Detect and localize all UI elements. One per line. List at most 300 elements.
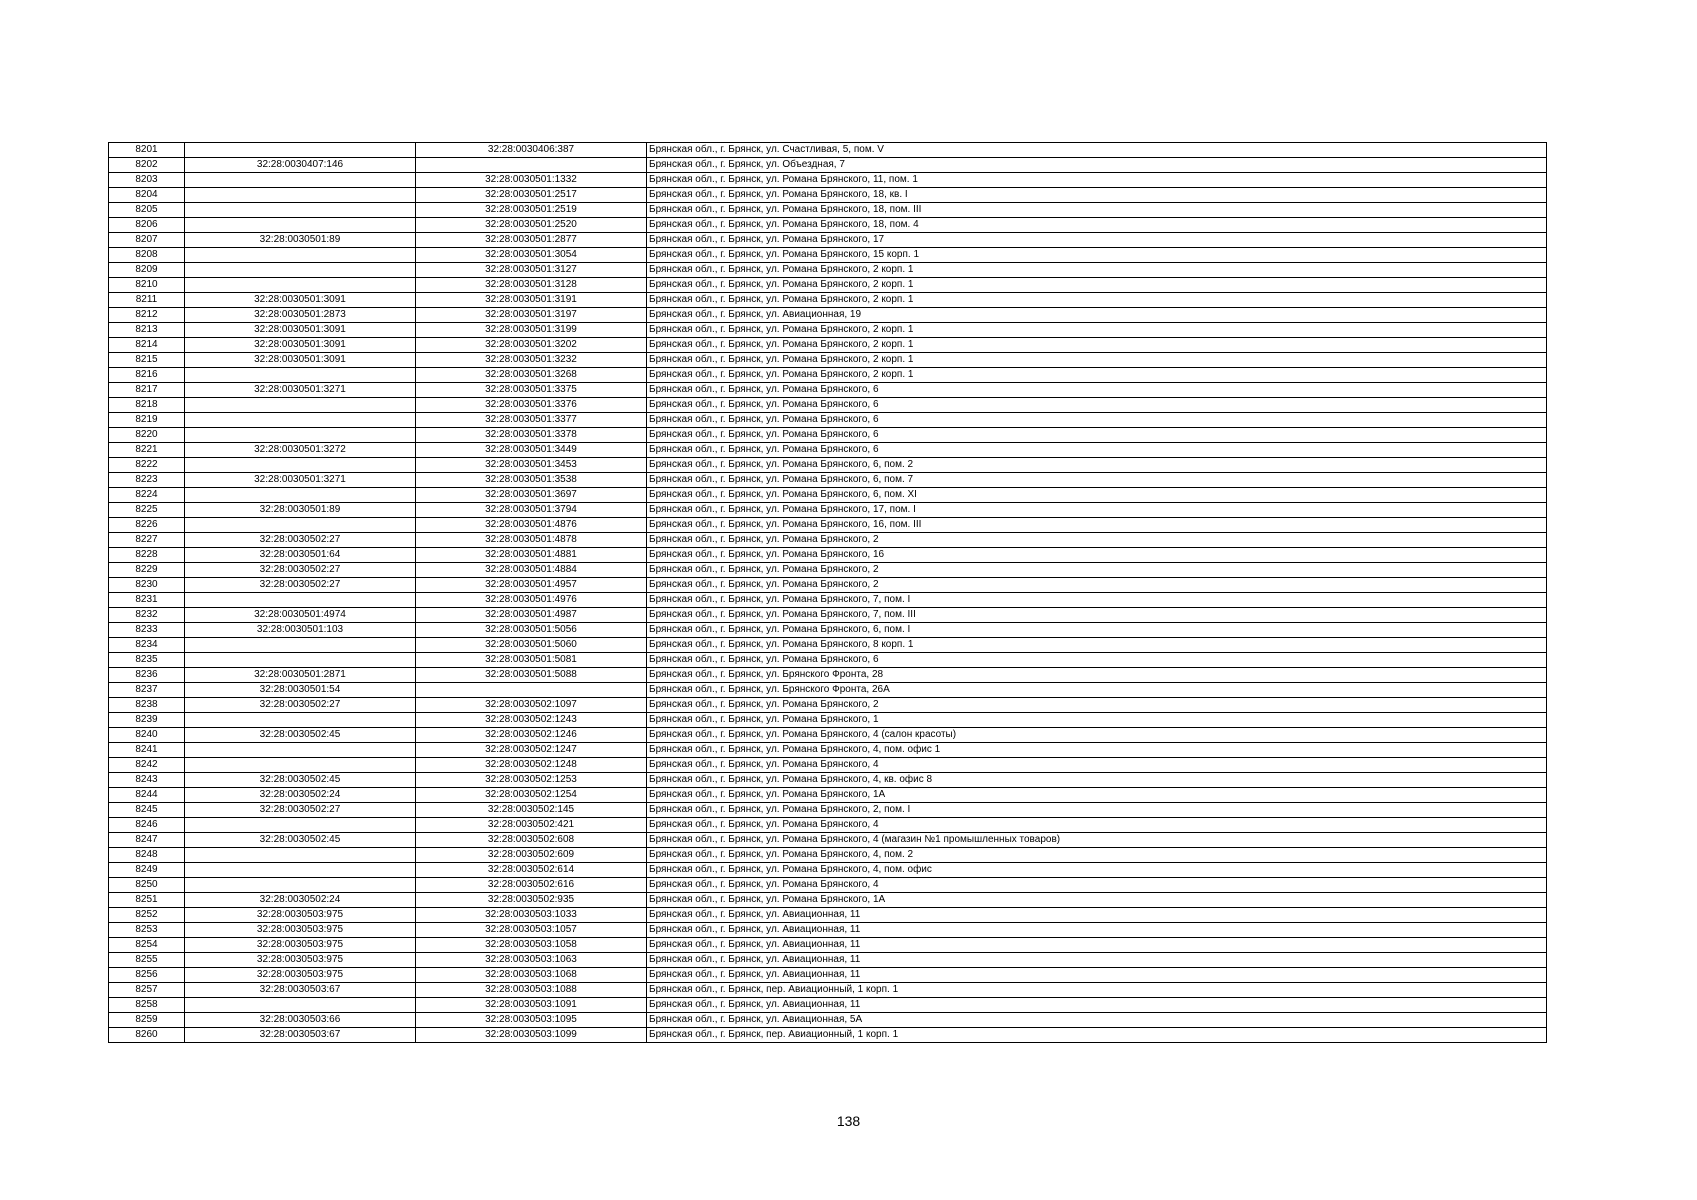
object-number-cell: 32:28:0030503:1058 [416,938,647,953]
row-number-cell: 8236 [109,668,185,683]
address-cell: Брянская обл., г. Брянск, ул. Романа Брянского, 6 [647,653,1547,668]
parcel-number-cell [185,428,416,443]
address-cell: Брянская обл., г. Брянск, ул. Романа Брянского, 17 [647,233,1547,248]
object-number-cell: 32:28:0030501:4976 [416,593,647,608]
object-number-cell: 32:28:0030501:3199 [416,323,647,338]
row-number-cell: 8218 [109,398,185,413]
object-number-cell: 32:28:0030503:1033 [416,908,647,923]
address-cell: Брянская обл., г. Брянск, ул. Романа Брянского, 2 корп. 1 [647,278,1547,293]
object-number-cell [416,683,647,698]
row-number-cell: 8254 [109,938,185,953]
row-number-cell: 8234 [109,638,185,653]
parcel-number-cell [185,998,416,1013]
address-cell: Брянская обл., г. Брянск, ул. Романа Брянского, 2 корп. 1 [647,353,1547,368]
address-cell: Брянская обл., г. Брянск, ул. Романа Брянского, 6, пом. XI [647,488,1547,503]
address-cell: Брянская обл., г. Брянск, ул. Романа Брянского, 7, пом. I [647,593,1547,608]
row-number-cell: 8250 [109,878,185,893]
address-cell: Брянская обл., г. Брянск, ул. Романа Брянского, 6 [647,413,1547,428]
object-number-cell: 32:28:0030501:3268 [416,368,647,383]
table-row [109,593,1547,608]
parcel-number-cell: 32:28:0030501:3271 [185,473,416,488]
parcel-number-cell: 32:28:0030501:54 [185,683,416,698]
table-row [109,998,1547,1013]
row-number-cell: 8239 [109,713,185,728]
object-number-cell: 32:28:0030501:3449 [416,443,647,458]
object-number-cell: 32:28:0030501:2517 [416,188,647,203]
row-number-cell: 8225 [109,503,185,518]
object-number-cell: 32:28:0030501:4876 [416,518,647,533]
object-number-cell: 32:28:0030501:3127 [416,263,647,278]
row-number-cell: 8233 [109,623,185,638]
object-number-cell: 32:28:0030503:1057 [416,923,647,938]
table-row [109,833,1547,848]
table-row [109,923,1547,938]
row-number-cell: 8204 [109,188,185,203]
table-row [109,503,1547,518]
row-number-cell: 8245 [109,803,185,818]
address-cell: Брянская обл., г. Брянск, ул. Романа Брянского, 2 корп. 1 [647,323,1547,338]
object-number-cell: 32:28:0030502:614 [416,863,647,878]
table-row [109,458,1547,473]
parcel-number-cell: 32:28:0030501:3091 [185,323,416,338]
parcel-number-cell [185,143,416,158]
address-cell: Брянская обл., г. Брянск, ул. Романа Брянского, 18, пом. 4 [647,218,1547,233]
parcel-number-cell: 32:28:0030503:975 [185,938,416,953]
table-row [109,668,1547,683]
parcel-number-cell [185,263,416,278]
table-row [109,968,1547,983]
address-cell: Брянская обл., г. Брянск, ул. Романа Брянского, 4 (магазин №1 промышленных товаров) [647,833,1547,848]
table-row [109,188,1547,203]
table-row [109,473,1547,488]
table-row [109,353,1547,368]
parcel-number-cell: 32:28:0030407:146 [185,158,416,173]
parcel-number-cell [185,713,416,728]
address-cell: Брянская обл., г. Брянск, ул. Авиационная, 11 [647,968,1547,983]
object-number-cell: 32:28:0030502:1097 [416,698,647,713]
row-number-cell: 8221 [109,443,185,458]
address-cell: Брянская обл., г. Брянск, ул. Романа Брянского, 4, пом. 2 [647,848,1547,863]
row-number-cell: 8238 [109,698,185,713]
parcel-number-cell: 32:28:0030501:64 [185,548,416,563]
table-row [109,623,1547,638]
address-cell: Брянская обл., г. Брянск, ул. Романа Брянского, 18, пом. III [647,203,1547,218]
address-cell: Брянская обл., г. Брянск, ул. Авиационная, 11 [647,938,1547,953]
address-cell: Брянская обл., г. Брянск, ул. Авиационная, 11 [647,923,1547,938]
row-number-cell: 8253 [109,923,185,938]
row-number-cell: 8242 [109,758,185,773]
parcel-number-cell: 32:28:0030502:27 [185,533,416,548]
parcel-number-cell [185,593,416,608]
parcel-number-cell: 32:28:0030503:975 [185,908,416,923]
table-row [109,368,1547,383]
row-number-cell: 8223 [109,473,185,488]
object-number-cell: 32:28:0030501:5060 [416,638,647,653]
parcel-number-cell [185,653,416,668]
table-row [109,818,1547,833]
table-row [109,293,1547,308]
address-cell: Брянская обл., г. Брянск, ул. Романа Брянского, 2 корп. 1 [647,338,1547,353]
table-row [109,263,1547,278]
table-row [109,443,1547,458]
table-row [109,953,1547,968]
address-cell: Брянская обл., г. Брянск, ул. Романа Брянского, 2 корп. 1 [647,263,1547,278]
table-row [109,683,1547,698]
table-row [109,803,1547,818]
row-number-cell: 8229 [109,563,185,578]
parcel-number-cell: 32:28:0030501:2873 [185,308,416,323]
address-cell: Брянская обл., г. Брянск, ул. Объездная, 7 [647,158,1547,173]
row-number-cell: 8226 [109,518,185,533]
object-number-cell: 32:28:0030501:3378 [416,428,647,443]
table-row [109,1028,1547,1043]
table-row [109,428,1547,443]
object-number-cell: 32:28:0030501:3191 [416,293,647,308]
parcel-number-cell: 32:28:0030503:975 [185,953,416,968]
table-row [109,848,1547,863]
address-cell: Брянская обл., г. Брянск, ул. Романа Брянского, 2 корп. 1 [647,293,1547,308]
row-number-cell: 8203 [109,173,185,188]
address-cell: Брянская обл., г. Брянск, ул. Романа Брянского, 2, пом. I [647,803,1547,818]
address-cell: Брянская обл., г. Брянск, ул. Счастливая, 5, пом. V [647,143,1547,158]
address-cell: Брянская обл., г. Брянск, ул. Брянского Фронта, 28 [647,668,1547,683]
table-row [109,908,1547,923]
parcel-number-cell: 32:28:0030503:975 [185,968,416,983]
table-row [109,548,1547,563]
parcel-number-cell: 32:28:0030502:45 [185,833,416,848]
object-number-cell: 32:28:0030503:1088 [416,983,647,998]
row-number-cell: 8211 [109,293,185,308]
row-number-cell: 8219 [109,413,185,428]
object-number-cell: 32:28:0030501:4957 [416,578,647,593]
row-number-cell: 8240 [109,728,185,743]
table-row [109,743,1547,758]
row-number-cell: 8222 [109,458,185,473]
address-cell: Брянская обл., г. Брянск, ул. Романа Брянского, 2 корп. 1 [647,368,1547,383]
address-cell: Брянская обл., г. Брянск, ул. Романа Брянского, 2 [647,563,1547,578]
parcel-number-cell: 32:28:0030501:89 [185,233,416,248]
parcel-number-cell [185,248,416,263]
address-cell: Брянская обл., г. Брянск, ул. Романа Брянского, 6, пом. 2 [647,458,1547,473]
parcel-number-cell [185,173,416,188]
parcel-number-cell: 32:28:0030501:3271 [185,383,416,398]
parcel-number-cell [185,458,416,473]
address-cell: Брянская обл., г. Брянск, ул. Романа Брянского, 1А [647,788,1547,803]
row-number-cell: 8210 [109,278,185,293]
object-number-cell: 32:28:0030501:3697 [416,488,647,503]
table-row [109,233,1547,248]
address-cell: Брянская обл., г. Брянск, ул. Романа Брянского, 18, кв. I [647,188,1547,203]
table-row [109,248,1547,263]
object-number-cell: 32:28:0030503:1095 [416,1013,647,1028]
object-number-cell: 32:28:0030502:616 [416,878,647,893]
table-row [109,173,1547,188]
address-cell: Брянская обл., г. Брянск, ул. Романа Брянского, 4 [647,878,1547,893]
object-number-cell: 32:28:0030502:421 [416,818,647,833]
parcel-number-cell: 32:28:0030503:67 [185,983,416,998]
table-row [109,773,1547,788]
parcel-number-cell [185,863,416,878]
parcel-number-cell [185,638,416,653]
row-number-cell: 8228 [109,548,185,563]
row-number-cell: 8215 [109,353,185,368]
object-number-cell: 32:28:0030501:5088 [416,668,647,683]
row-number-cell: 8259 [109,1013,185,1028]
parcel-number-cell [185,368,416,383]
row-number-cell: 8260 [109,1028,185,1043]
table-row [109,788,1547,803]
row-number-cell: 8251 [109,893,185,908]
address-cell: Брянская обл., г. Брянск, ул. Романа Брянского, 1 [647,713,1547,728]
parcel-number-cell: 32:28:0030501:4974 [185,608,416,623]
parcel-number-cell: 32:28:0030501:103 [185,623,416,638]
parcel-number-cell: 32:28:0030502:27 [185,803,416,818]
address-cell: Брянская обл., г. Брянск, ул. Романа Брянского, 15 корп. 1 [647,248,1547,263]
row-number-cell: 8235 [109,653,185,668]
address-cell: Брянская обл., г. Брянск, ул. Романа Брянского, 6 [647,443,1547,458]
row-number-cell: 8205 [109,203,185,218]
parcel-number-cell: 32:28:0030501:89 [185,503,416,518]
object-number-cell: 32:28:0030501:2520 [416,218,647,233]
table-row [109,203,1547,218]
address-cell: Брянская обл., г. Брянск, ул. Авиационная, 11 [647,953,1547,968]
parcel-number-cell [185,218,416,233]
table-row [109,398,1547,413]
object-number-cell: 32:28:0030406:387 [416,143,647,158]
row-number-cell: 8202 [109,158,185,173]
row-number-cell: 8208 [109,248,185,263]
parcel-number-cell: 32:28:0030501:3091 [185,338,416,353]
address-cell: Брянская обл., г. Брянск, пер. Авиационный, 1 корп. 1 [647,983,1547,998]
parcel-number-cell: 32:28:0030502:24 [185,788,416,803]
object-number-cell: 32:28:0030503:1091 [416,998,647,1013]
table-row [109,578,1547,593]
parcel-number-cell [185,188,416,203]
parcel-number-cell: 32:28:0030503:975 [185,923,416,938]
address-cell: Брянская обл., г. Брянск, ул. Романа Брянского, 4, пом. офис [647,863,1547,878]
object-number-cell: 32:28:0030501:3453 [416,458,647,473]
parcel-number-cell: 32:28:0030501:3091 [185,293,416,308]
table-row [109,533,1547,548]
parcel-number-cell: 32:28:0030502:27 [185,578,416,593]
row-number-cell: 8243 [109,773,185,788]
row-number-cell: 8247 [109,833,185,848]
parcel-number-cell [185,878,416,893]
object-number-cell: 32:28:0030501:3202 [416,338,647,353]
parcel-number-cell [185,398,416,413]
row-number-cell: 8246 [109,818,185,833]
address-cell: Брянская обл., г. Брянск, ул. Романа Брянского, 2 [647,533,1547,548]
row-number-cell: 8232 [109,608,185,623]
address-cell: Брянская обл., г. Брянск, ул. Романа Брянского, 8 корп. 1 [647,638,1547,653]
object-number-cell: 32:28:0030501:3538 [416,473,647,488]
object-number-cell: 32:28:0030501:5081 [416,653,647,668]
parcel-number-cell: 32:28:0030501:3091 [185,353,416,368]
row-number-cell: 8244 [109,788,185,803]
address-cell: Брянская обл., г. Брянск, ул. Романа Брянского, 4, пом. офис 1 [647,743,1547,758]
table-row [109,863,1547,878]
table-row [109,338,1547,353]
object-number-cell: 32:28:0030501:4884 [416,563,647,578]
parcel-number-cell: 32:28:0030502:45 [185,773,416,788]
object-number-cell: 32:28:0030502:1254 [416,788,647,803]
object-number-cell: 32:28:0030501:4987 [416,608,647,623]
parcel-number-cell: 32:28:0030501:2871 [185,668,416,683]
table-row [109,218,1547,233]
row-number-cell: 8241 [109,743,185,758]
parcel-number-cell: 32:28:0030502:45 [185,728,416,743]
object-number-cell: 32:28:0030503:1068 [416,968,647,983]
table-row [109,608,1547,623]
table-row [109,728,1547,743]
address-cell: Брянская обл., г. Брянск, ул. Романа Брянского, 17, пом. I [647,503,1547,518]
object-number-cell: 32:28:0030501:3376 [416,398,647,413]
row-number-cell: 8206 [109,218,185,233]
table-row [109,653,1547,668]
address-cell: Брянская обл., г. Брянск, ул. Романа Брянского, 6 [647,383,1547,398]
parcel-number-cell [185,818,416,833]
table-row [109,878,1547,893]
parcel-number-cell [185,203,416,218]
address-cell: Брянская обл., г. Брянск, ул. Романа Брянского, 16 [647,548,1547,563]
page-number: 138 [836,1113,861,1129]
address-cell: Брянская обл., г. Брянск, ул. Романа Брянского, 2 [647,578,1547,593]
table-row [109,518,1547,533]
row-number-cell: 8257 [109,983,185,998]
row-number-cell: 8201 [109,143,185,158]
address-cell: Брянская обл., г. Брянск, ул. Романа Брянского, 4 (салон красоты) [647,728,1547,743]
parcel-number-cell [185,848,416,863]
parcel-number-cell [185,488,416,503]
object-number-cell: 32:28:0030502:1253 [416,773,647,788]
row-number-cell: 8258 [109,998,185,1013]
parcel-number-cell [185,758,416,773]
address-cell: Брянская обл., г. Брянск, ул. Романа Брянского, 4 [647,818,1547,833]
table-row [109,983,1547,998]
table-row [109,1013,1547,1028]
object-number-cell: 32:28:0030501:3375 [416,383,647,398]
object-number-cell: 32:28:0030501:3054 [416,248,647,263]
object-number-cell: 32:28:0030502:608 [416,833,647,848]
object-number-cell: 32:28:0030501:3232 [416,353,647,368]
parcel-number-cell [185,278,416,293]
object-number-cell: 32:28:0030503:1099 [416,1028,647,1043]
table-row [109,143,1547,158]
object-number-cell: 32:28:0030501:2519 [416,203,647,218]
row-number-cell: 8220 [109,428,185,443]
object-number-cell: 32:28:0030501:3377 [416,413,647,428]
object-number-cell: 32:28:0030502:1247 [416,743,647,758]
table-row [109,413,1547,428]
table-row [109,278,1547,293]
parcel-number-cell: 32:28:0030503:67 [185,1028,416,1043]
address-cell: Брянская обл., г. Брянск, ул. Романа Брянского, 4 [647,758,1547,773]
parcel-number-cell: 32:28:0030502:27 [185,698,416,713]
address-cell: Брянская обл., г. Брянск, ул. Авиационная, 5А [647,1013,1547,1028]
address-cell: Брянская обл., г. Брянск, ул. Романа Брянского, 4, кв. офис 8 [647,773,1547,788]
table-row [109,158,1547,173]
row-number-cell: 8212 [109,308,185,323]
row-number-cell: 8227 [109,533,185,548]
row-number-cell: 8231 [109,593,185,608]
row-number-cell: 8255 [109,953,185,968]
address-cell: Брянская обл., г. Брянск, ул. Романа Брянского, 6 [647,398,1547,413]
address-cell: Брянская обл., г. Брянск, ул. Романа Брянского, 1А [647,893,1547,908]
object-number-cell: 32:28:0030502:145 [416,803,647,818]
row-number-cell: 8207 [109,233,185,248]
object-number-cell: 32:28:0030501:5056 [416,623,647,638]
table-row [109,563,1547,578]
parcel-number-cell: 32:28:0030503:66 [185,1013,416,1028]
row-number-cell: 8237 [109,683,185,698]
row-number-cell: 8256 [109,968,185,983]
object-number-cell: 32:28:0030502:935 [416,893,647,908]
row-number-cell: 8248 [109,848,185,863]
object-number-cell: 32:28:0030503:1063 [416,953,647,968]
registry-table-body [109,143,1547,1043]
row-number-cell: 8216 [109,368,185,383]
table-row [109,893,1547,908]
registry-table [108,142,1547,1043]
object-number-cell: 32:28:0030501:3794 [416,503,647,518]
row-number-cell: 8217 [109,383,185,398]
object-number-cell: 32:28:0030502:1243 [416,713,647,728]
address-cell: Брянская обл., г. Брянск, ул. Романа Брянского, 11, пом. 1 [647,173,1547,188]
parcel-number-cell [185,743,416,758]
row-number-cell: 8209 [109,263,185,278]
row-number-cell: 8249 [109,863,185,878]
parcel-number-cell: 32:28:0030502:27 [185,563,416,578]
object-number-cell: 32:28:0030502:609 [416,848,647,863]
address-cell: Брянская обл., г. Брянск, ул. Авиационная, 11 [647,908,1547,923]
address-cell: Брянская обл., г. Брянск, ул. Авиационная, 11 [647,998,1547,1013]
table-row [109,638,1547,653]
address-cell: Брянская обл., г. Брянск, ул. Романа Брянского, 2 [647,698,1547,713]
table-row [109,713,1547,728]
address-cell: Брянская обл., г. Брянск, ул. Романа Брянского, 16, пом. III [647,518,1547,533]
table-row [109,383,1547,398]
row-number-cell: 8214 [109,338,185,353]
row-number-cell: 8252 [109,908,185,923]
object-number-cell: 32:28:0030501:3128 [416,278,647,293]
object-number-cell: 32:28:0030501:1332 [416,173,647,188]
address-cell: Брянская обл., г. Брянск, ул. Брянского Фронта, 26А [647,683,1547,698]
object-number-cell [416,158,647,173]
parcel-number-cell: 32:28:0030501:3272 [185,443,416,458]
table-row [109,758,1547,773]
address-cell: Брянская обл., г. Брянск, ул. Романа Брянского, 6, пом. 7 [647,473,1547,488]
address-cell: Брянская обл., г. Брянск, ул. Романа Брянского, 6 [647,428,1547,443]
object-number-cell: 32:28:0030501:2877 [416,233,647,248]
table-row [109,308,1547,323]
object-number-cell: 32:28:0030502:1248 [416,758,647,773]
table-row [109,938,1547,953]
parcel-number-cell: 32:28:0030502:24 [185,893,416,908]
address-cell: Брянская обл., г. Брянск, ул. Авиационная, 19 [647,308,1547,323]
object-number-cell: 32:28:0030501:3197 [416,308,647,323]
table-row [109,323,1547,338]
table-row [109,488,1547,503]
object-number-cell: 32:28:0030501:4881 [416,548,647,563]
row-number-cell: 8224 [109,488,185,503]
address-cell: Брянская обл., г. Брянск, ул. Романа Брянского, 6, пом. I [647,623,1547,638]
parcel-number-cell [185,413,416,428]
row-number-cell: 8230 [109,578,185,593]
object-number-cell: 32:28:0030501:4878 [416,533,647,548]
parcel-number-cell [185,518,416,533]
address-cell: Брянская обл., г. Брянск, пер. Авиационный, 1 корп. 1 [647,1028,1547,1043]
table-row [109,698,1547,713]
